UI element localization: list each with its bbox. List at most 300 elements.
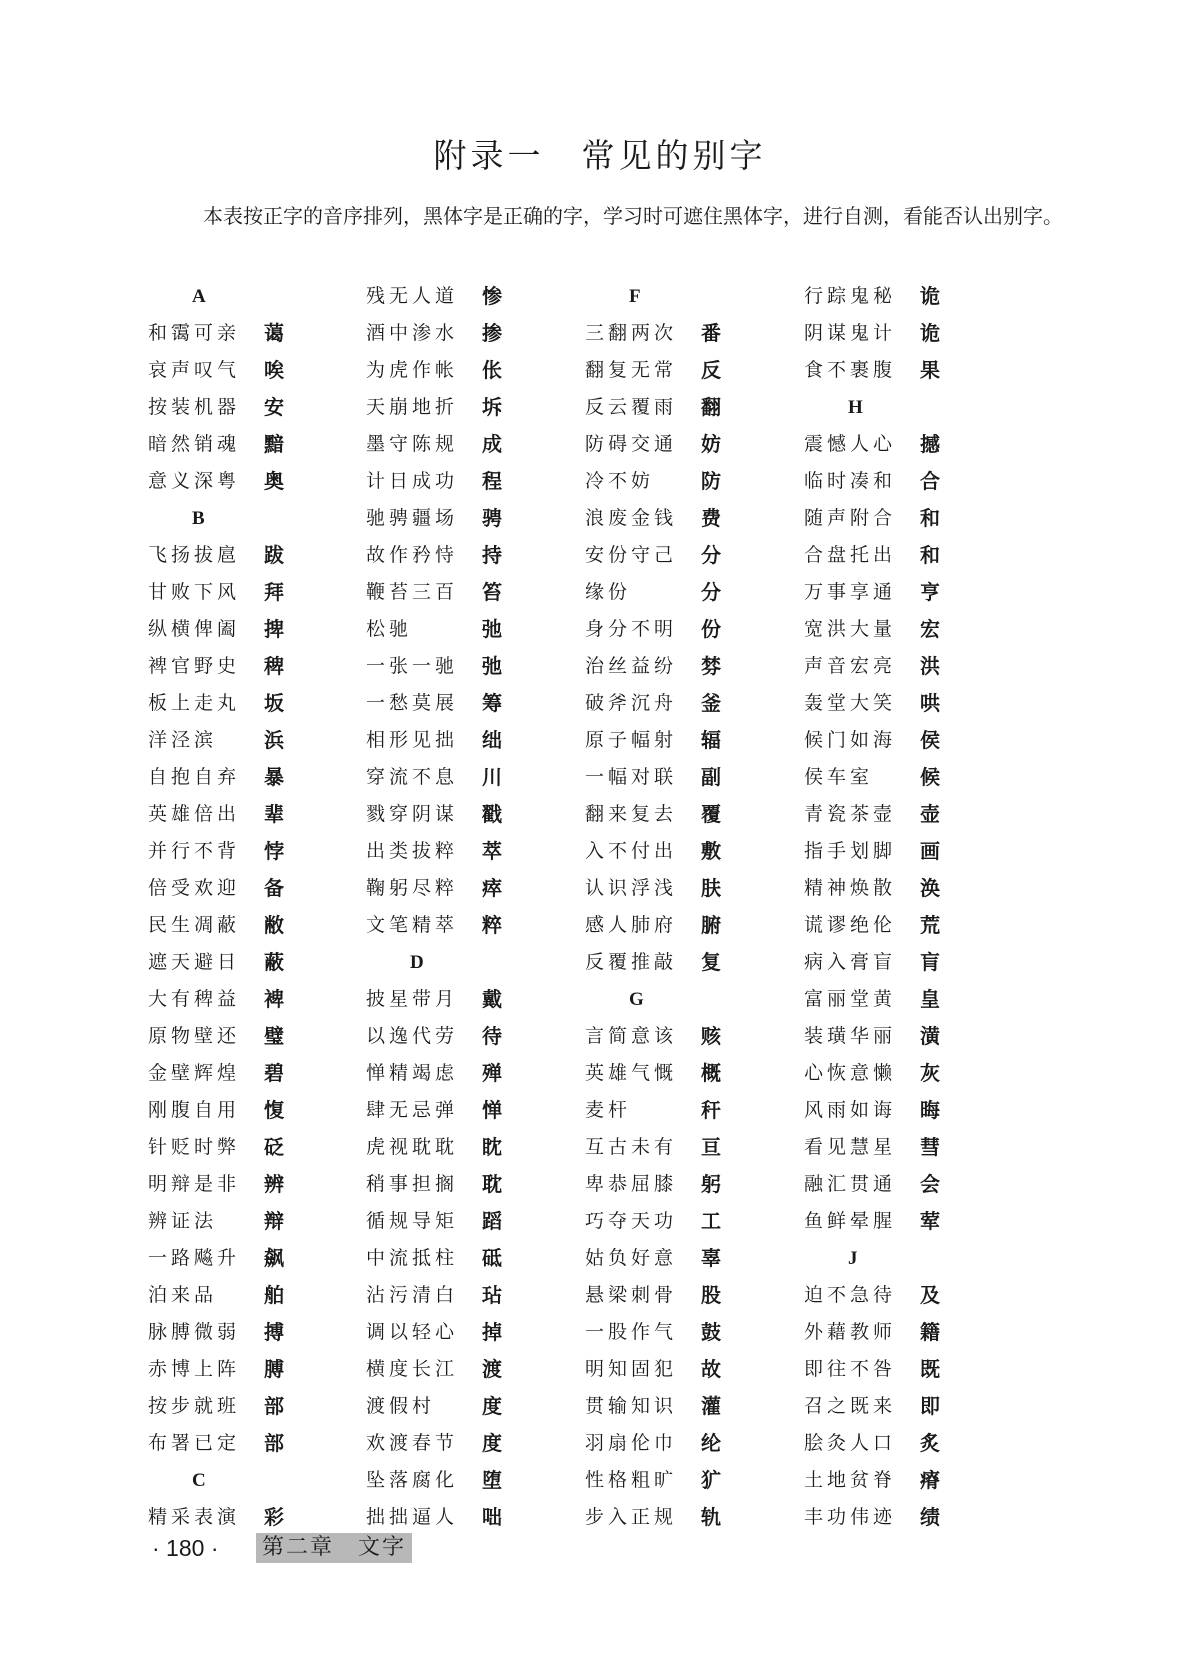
correct-char: 荒 — [920, 913, 940, 937]
wrong-phrase: 金壁辉煌 — [148, 1062, 241, 1084]
correct-char: 哄 — [920, 691, 940, 715]
wrong-phrase: 感人肺府 — [585, 914, 678, 936]
correct-char: 既 — [920, 1357, 940, 1381]
wrong-phrase: 反覆推敲 — [585, 951, 678, 973]
correct-char: 稗 — [264, 654, 284, 678]
wrong-phrase: 循规导矩 — [366, 1210, 459, 1232]
wrong-phrase: 认识浮浅 — [585, 877, 678, 899]
wrong-phrase: 酒中渗水 — [366, 322, 459, 344]
section-letter: D — [410, 952, 424, 973]
word-row — [804, 352, 1024, 389]
wrong-phrase: 纵横俾阖 — [148, 618, 241, 640]
word-row — [366, 315, 586, 352]
correct-char: 唉 — [264, 358, 284, 382]
correct-char: 晦 — [920, 1098, 940, 1122]
wrong-phrase: 反云覆雨 — [585, 396, 678, 418]
wrong-phrase: 英雄气慨 — [585, 1062, 678, 1084]
word-row — [804, 500, 1024, 537]
correct-char: 敷 — [701, 839, 721, 863]
correct-char: 川 — [482, 765, 502, 789]
wrong-phrase: 巧夺天功 — [585, 1210, 678, 1232]
correct-char: 笞 — [482, 580, 502, 604]
wrong-phrase: 丰功伟迹 — [804, 1506, 897, 1528]
wrong-phrase: 和霭可亲 — [148, 322, 241, 344]
correct-char: 肓 — [920, 950, 940, 974]
correct-char: 番 — [701, 321, 721, 345]
word-row — [585, 574, 805, 611]
section-header — [804, 389, 1024, 426]
correct-char: 概 — [701, 1061, 721, 1085]
wrong-phrase: 一愁莫展 — [366, 692, 459, 714]
correct-char: 绌 — [482, 728, 502, 752]
correct-char: 拜 — [264, 580, 284, 604]
correct-char: 坼 — [482, 395, 502, 419]
correct-char: 搏 — [264, 1320, 284, 1344]
word-row — [366, 1499, 586, 1536]
word-row — [366, 685, 586, 722]
wrong-phrase: 步入正规 — [585, 1506, 678, 1528]
word-row — [148, 537, 368, 574]
correct-char: 粹 — [482, 913, 502, 937]
column-1 — [148, 278, 368, 1536]
correct-char: 即 — [920, 1394, 940, 1418]
wrong-phrase: 冷不妨 — [585, 470, 655, 492]
word-row — [804, 315, 1024, 352]
word-row — [366, 1092, 586, 1129]
wrong-phrase: 原子幅射 — [585, 729, 678, 751]
word-row — [148, 759, 368, 796]
wrong-phrase: 言简意该 — [585, 1025, 678, 1047]
section-letter: C — [192, 1470, 206, 1491]
word-row — [366, 981, 586, 1018]
correct-char: 会 — [920, 1172, 940, 1196]
word-row — [366, 833, 586, 870]
word-row — [585, 1203, 805, 1240]
word-row — [585, 1425, 805, 1462]
word-row — [148, 1129, 368, 1166]
correct-char: 釜 — [701, 691, 721, 715]
correct-char: 股 — [701, 1283, 721, 1307]
word-row — [148, 1055, 368, 1092]
page-number: · 180 · — [152, 1534, 219, 1561]
word-row — [585, 1499, 805, 1536]
correct-char: 画 — [920, 839, 940, 863]
word-row — [585, 1166, 805, 1203]
correct-char: 份 — [701, 617, 721, 641]
wrong-phrase: 召之既来 — [804, 1395, 897, 1417]
word-row — [585, 1240, 805, 1277]
correct-char: 黯 — [264, 432, 284, 456]
word-row — [148, 833, 368, 870]
correct-char: 彩 — [264, 1505, 284, 1529]
word-row — [148, 1166, 368, 1203]
wrong-phrase: 一张一驰 — [366, 655, 459, 677]
word-row — [366, 759, 586, 796]
wrong-phrase: 残无人道 — [366, 285, 459, 307]
word-row — [366, 1425, 586, 1462]
wrong-phrase: 病入膏盲 — [804, 951, 897, 973]
word-row — [366, 1055, 586, 1092]
wrong-phrase: 调以轻心 — [366, 1321, 459, 1343]
word-row — [804, 1018, 1024, 1055]
word-row — [148, 648, 368, 685]
word-row — [148, 907, 368, 944]
word-row — [804, 1055, 1024, 1092]
word-row — [366, 870, 586, 907]
word-row — [585, 685, 805, 722]
word-row — [366, 1166, 586, 1203]
correct-char: 皇 — [920, 987, 940, 1011]
wrong-phrase: 悬梁刺骨 — [585, 1284, 678, 1306]
word-row — [366, 1129, 586, 1166]
correct-char: 瘠 — [920, 1468, 940, 1492]
word-row — [366, 352, 586, 389]
wrong-phrase: 精采表演 — [148, 1506, 241, 1528]
wrong-phrase: 针贬时弊 — [148, 1136, 241, 1158]
word-row — [585, 1055, 805, 1092]
correct-char: 诡 — [920, 284, 940, 308]
word-row — [366, 574, 586, 611]
word-row — [366, 1462, 586, 1499]
correct-char: 反 — [701, 358, 721, 382]
word-row — [585, 389, 805, 426]
correct-char: 涣 — [920, 876, 940, 900]
correct-char: 筹 — [482, 691, 502, 715]
correct-char: 洪 — [920, 654, 940, 678]
word-row — [804, 1351, 1024, 1388]
word-row — [366, 500, 586, 537]
word-row — [804, 1203, 1024, 1240]
correct-char: 渡 — [482, 1357, 502, 1381]
wrong-phrase: 互古未有 — [585, 1136, 678, 1158]
correct-char: 碧 — [264, 1061, 284, 1085]
section-header — [366, 944, 586, 981]
wrong-phrase: 入不付出 — [585, 840, 678, 862]
word-row — [804, 1129, 1024, 1166]
wrong-phrase: 故作矜恃 — [366, 544, 459, 566]
section-header — [148, 500, 368, 537]
wrong-phrase: 震憾人心 — [804, 433, 897, 455]
correct-char: 及 — [920, 1283, 940, 1307]
wrong-phrase: 缘份 — [585, 581, 632, 603]
wrong-phrase: 轰堂大笑 — [804, 692, 897, 714]
wrong-phrase: 英雄倍出 — [148, 803, 241, 825]
word-row — [148, 1314, 368, 1351]
word-row — [148, 685, 368, 722]
wrong-phrase: 宽洪大量 — [804, 618, 897, 640]
wrong-phrase: 三翻两次 — [585, 322, 678, 344]
word-row — [366, 1240, 586, 1277]
word-row — [148, 1277, 368, 1314]
correct-char: 分 — [701, 543, 721, 567]
word-row — [804, 574, 1024, 611]
word-row — [366, 278, 586, 315]
word-row — [148, 796, 368, 833]
correct-char: 掺 — [482, 321, 502, 345]
correct-char: 部 — [264, 1394, 284, 1418]
word-row — [366, 907, 586, 944]
wrong-phrase: 风雨如诲 — [804, 1099, 897, 1121]
wrong-phrase: 性格粗旷 — [585, 1469, 678, 1491]
word-row — [148, 1351, 368, 1388]
wrong-phrase: 飞扬拔扈 — [148, 544, 241, 566]
correct-char: 持 — [482, 543, 502, 567]
wrong-phrase: 阴谋鬼计 — [804, 322, 897, 344]
wrong-phrase: 坠落腐化 — [366, 1469, 459, 1491]
wrong-phrase: 横度长江 — [366, 1358, 459, 1380]
correct-char: 程 — [482, 469, 502, 493]
wrong-phrase: 墨守陈规 — [366, 433, 459, 455]
wrong-phrase: 布署已定 — [148, 1432, 241, 1454]
section-header — [148, 1462, 368, 1499]
wrong-phrase: 心恢意懒 — [804, 1062, 897, 1084]
correct-char: 待 — [482, 1024, 502, 1048]
word-row — [585, 352, 805, 389]
word-row — [366, 537, 586, 574]
correct-char: 璧 — [264, 1024, 284, 1048]
wrong-phrase: 翻复无常 — [585, 359, 678, 381]
section-letter: G — [629, 989, 644, 1010]
word-row — [804, 426, 1024, 463]
wrong-phrase: 沾污清白 — [366, 1284, 459, 1306]
correct-char: 舶 — [264, 1283, 284, 1307]
word-row — [366, 1277, 586, 1314]
correct-char: 惨 — [482, 284, 502, 308]
word-row — [804, 278, 1024, 315]
wrong-phrase: 卑恭屈膝 — [585, 1173, 678, 1195]
word-row — [804, 944, 1024, 981]
wrong-phrase: 治丝益纷 — [585, 655, 678, 677]
wrong-phrase: 随声附合 — [804, 507, 897, 529]
wrong-phrase: 浪废金钱 — [585, 507, 678, 529]
word-row — [148, 1018, 368, 1055]
correct-char: 蹈 — [482, 1209, 502, 1233]
word-row — [366, 426, 586, 463]
correct-char: 度 — [482, 1431, 502, 1455]
wrong-phrase: 一幅对联 — [585, 766, 678, 788]
wrong-phrase: 裨官野史 — [148, 655, 241, 677]
correct-char: 翻 — [701, 395, 721, 419]
word-row — [804, 463, 1024, 500]
wrong-phrase: 刚腹自用 — [148, 1099, 241, 1121]
wrong-phrase: 泊来品 — [148, 1284, 218, 1306]
correct-char: 撼 — [920, 432, 940, 456]
correct-char: 肤 — [701, 876, 721, 900]
correct-char: 弛 — [482, 617, 502, 641]
wrong-phrase: 哀声叹气 — [148, 359, 241, 381]
wrong-phrase: 麦杆 — [585, 1099, 632, 1121]
section-header — [585, 981, 805, 1018]
correct-char: 眈 — [482, 1135, 502, 1159]
wrong-phrase: 自抱自弃 — [148, 766, 241, 788]
wrong-phrase: 食不裹腹 — [804, 359, 897, 381]
word-row — [585, 1018, 805, 1055]
word-row — [148, 1092, 368, 1129]
correct-char: 亨 — [920, 580, 940, 604]
wrong-phrase: 精神焕散 — [804, 877, 897, 899]
word-row — [804, 1499, 1024, 1536]
correct-char: 辜 — [701, 1246, 721, 1270]
correct-char: 掉 — [482, 1320, 502, 1344]
word-row — [366, 648, 586, 685]
word-row — [366, 611, 586, 648]
correct-char: 副 — [701, 765, 721, 789]
word-row — [148, 1499, 368, 1536]
correct-char: 棼 — [701, 654, 721, 678]
wrong-phrase: 拙拙逼人 — [366, 1506, 459, 1528]
word-row — [585, 1092, 805, 1129]
correct-char: 奥 — [264, 469, 284, 493]
correct-char: 萃 — [482, 839, 502, 863]
correct-char: 蔼 — [264, 321, 284, 345]
word-row — [585, 648, 805, 685]
wrong-phrase: 万事享通 — [804, 581, 897, 603]
correct-char: 工 — [701, 1209, 721, 1233]
wrong-phrase: 看见慧星 — [804, 1136, 897, 1158]
wrong-phrase: 融汇贯通 — [804, 1173, 897, 1195]
correct-char: 戳 — [482, 802, 502, 826]
wrong-phrase: 民生凋蔽 — [148, 914, 241, 936]
wrong-phrase: 鞭苔三百 — [366, 581, 459, 603]
wrong-phrase: 姑负好意 — [585, 1247, 678, 1269]
correct-char: 成 — [482, 432, 502, 456]
word-row — [585, 315, 805, 352]
correct-char: 复 — [701, 950, 721, 974]
correct-char: 辈 — [264, 802, 284, 826]
word-row — [585, 1129, 805, 1166]
wrong-phrase: 青瓷茶壸 — [804, 803, 897, 825]
word-row — [585, 1314, 805, 1351]
correct-char: 辩 — [264, 1209, 284, 1233]
word-row — [804, 907, 1024, 944]
word-row — [585, 870, 805, 907]
word-row — [804, 870, 1024, 907]
correct-char: 赅 — [701, 1024, 721, 1048]
wrong-phrase: 辨证法 — [148, 1210, 218, 1232]
word-row — [804, 1314, 1024, 1351]
wrong-phrase: 破斧沉舟 — [585, 692, 678, 714]
word-row — [148, 352, 368, 389]
correct-char: 潢 — [920, 1024, 940, 1048]
word-row — [366, 1388, 586, 1425]
correct-char: 壶 — [920, 802, 940, 826]
wrong-phrase: 为虎作帐 — [366, 359, 459, 381]
word-row — [366, 1203, 586, 1240]
correct-char: 果 — [920, 358, 940, 382]
correct-char: 蔽 — [264, 950, 284, 974]
correct-char: 鼓 — [701, 1320, 721, 1344]
section-letter: H — [848, 397, 863, 418]
correct-char: 纶 — [701, 1431, 721, 1455]
correct-char: 跋 — [264, 543, 284, 567]
wrong-phrase: 外藉教师 — [804, 1321, 897, 1343]
word-row — [585, 944, 805, 981]
word-row — [148, 870, 368, 907]
correct-char: 敝 — [264, 913, 284, 937]
wrong-phrase: 脉膊微弱 — [148, 1321, 241, 1343]
wrong-phrase: 指手划脚 — [804, 840, 897, 862]
wrong-phrase: 一股作气 — [585, 1321, 678, 1343]
word-row — [585, 722, 805, 759]
wrong-phrase: 出类拔粹 — [366, 840, 459, 862]
word-row — [585, 1462, 805, 1499]
wrong-phrase: 身分不明 — [585, 618, 678, 640]
wrong-phrase: 松驰 — [366, 618, 413, 640]
wrong-phrase: 并行不背 — [148, 840, 241, 862]
correct-char: 荤 — [920, 1209, 940, 1233]
correct-char: 宏 — [920, 617, 940, 641]
correct-char: 备 — [264, 876, 284, 900]
word-row — [148, 1388, 368, 1425]
wrong-phrase: 披星带月 — [366, 988, 459, 1010]
wrong-phrase: 驰骋疆场 — [366, 507, 459, 529]
wrong-phrase: 欢渡春节 — [366, 1432, 459, 1454]
wrong-phrase: 板上走丸 — [148, 692, 241, 714]
word-row — [148, 426, 368, 463]
intro-paragraph: 本表按正字的音序排列，黑体字是正确的字，学习时可遮住黑体字，进行自测，看能否认出别字。 — [203, 204, 1063, 228]
correct-char: 裨 — [264, 987, 284, 1011]
correct-char: 故 — [701, 1357, 721, 1381]
correct-char: 膊 — [264, 1357, 284, 1381]
wrong-phrase: 以逸代劳 — [366, 1025, 459, 1047]
wrong-phrase: 赤博上阵 — [148, 1358, 241, 1380]
correct-char: 和 — [920, 506, 940, 530]
correct-char: 瘁 — [482, 876, 502, 900]
word-row — [585, 1351, 805, 1388]
word-row — [804, 1092, 1024, 1129]
wrong-phrase: 一路飚升 — [148, 1247, 241, 1269]
word-row — [148, 722, 368, 759]
word-row — [366, 1351, 586, 1388]
wrong-phrase: 合盘托出 — [804, 544, 897, 566]
wrong-phrase: 明知固犯 — [585, 1358, 678, 1380]
correct-char: 飙 — [264, 1246, 284, 1270]
word-row — [148, 1203, 368, 1240]
correct-char: 骋 — [482, 506, 502, 530]
word-row — [148, 574, 368, 611]
correct-char: 候 — [920, 765, 940, 789]
word-row — [585, 1277, 805, 1314]
section-header — [585, 278, 805, 315]
word-row — [148, 1240, 368, 1277]
wrong-phrase: 鱼鲜晕腥 — [804, 1210, 897, 1232]
correct-char: 辨 — [264, 1172, 284, 1196]
section-header — [148, 278, 368, 315]
correct-char: 和 — [920, 543, 940, 567]
correct-char: 躬 — [701, 1172, 721, 1196]
word-row — [804, 537, 1024, 574]
column-3 — [585, 278, 805, 1536]
correct-char: 辐 — [701, 728, 721, 752]
word-row — [585, 796, 805, 833]
wrong-phrase: 虎视耽耽 — [366, 1136, 459, 1158]
correct-char: 伥 — [482, 358, 502, 382]
wrong-phrase: 原物壁还 — [148, 1025, 241, 1047]
correct-char: 部 — [264, 1431, 284, 1455]
wrong-phrase: 羽扇伦巾 — [585, 1432, 678, 1454]
wrong-phrase: 鞠躬尽粹 — [366, 877, 459, 899]
correct-char: 诡 — [920, 321, 940, 345]
correct-char: 合 — [920, 469, 940, 493]
correct-char: 殚 — [482, 1061, 502, 1085]
wrong-phrase: 肆无忌弹 — [366, 1099, 459, 1121]
correct-char: 费 — [701, 506, 721, 530]
wrong-phrase: 翻来复去 — [585, 803, 678, 825]
word-row — [804, 685, 1024, 722]
page-footer — [152, 1532, 412, 1564]
wrong-phrase: 按装机器 — [148, 396, 241, 418]
wrong-phrase: 大有稗益 — [148, 988, 241, 1010]
